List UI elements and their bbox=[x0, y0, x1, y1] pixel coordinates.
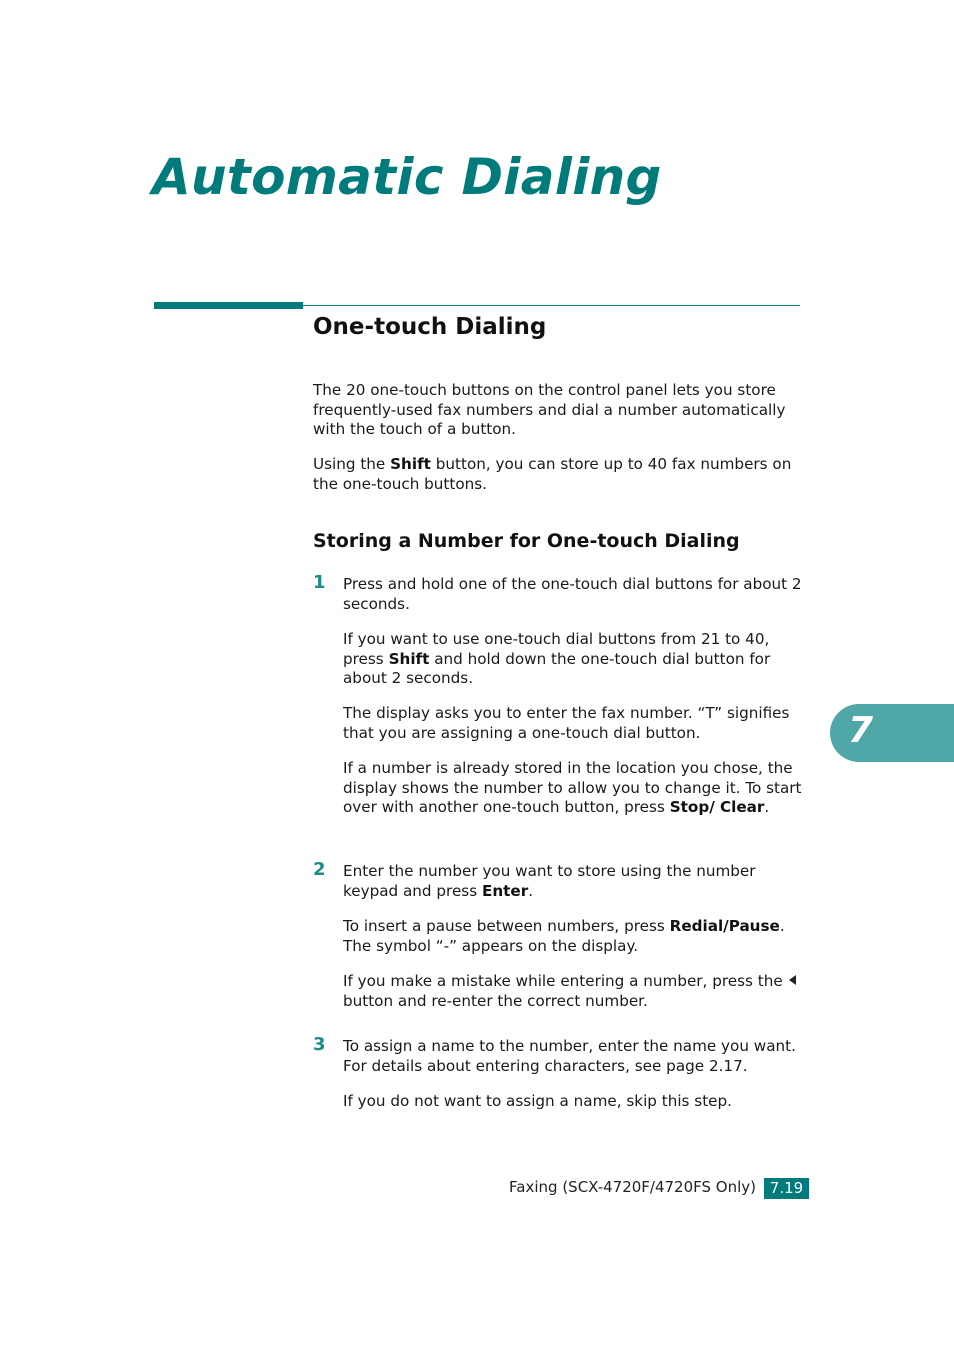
page-number: 7.19 bbox=[764, 1178, 809, 1199]
step-3-note-skip: If you do not want to assign a name, skip this step. bbox=[343, 1092, 732, 1110]
step-2-note-mistake: If you make a mistake while entering a number, press the button and re-enter the correct number. bbox=[343, 972, 805, 1011]
subheading: Storing a Number for One-touch Dialing bbox=[313, 530, 740, 552]
step-number-2: 2 bbox=[313, 859, 326, 880]
step-number-1: 1 bbox=[313, 572, 326, 593]
step-3-text: To assign a name to the number, enter the name you want. For details about entering characters, see page 2.17. bbox=[343, 1037, 796, 1075]
left-arrow-icon bbox=[789, 975, 796, 985]
step-1-note-shift: If you want to use one-touch dial buttons from 21 to 40, press Shift and hold down the one-touch dial button for about 2 seconds. bbox=[343, 630, 771, 687]
step-1-note-stored: If a number is already stored in the location you chose, the display shows the number to allow you to change it. To start over with another one-touch button, press Stop/ Clear. bbox=[343, 759, 802, 816]
intro-paragraph: The 20 one-touch buttons on the control panel lets you store frequently-used fax numbers and dial a number automatically with the touch of a button. bbox=[313, 381, 786, 438]
section-rule-thick bbox=[154, 302, 303, 309]
section-rule-thin bbox=[303, 305, 800, 306]
step-2-text: Enter the number you want to store using the number keypad and press Enter. bbox=[343, 862, 756, 900]
section-heading: One-touch Dialing bbox=[313, 314, 547, 340]
step-1-note-display: The display asks you to enter the fax number. “T” signifies that you are assigning a one-touch dial button. bbox=[343, 704, 790, 742]
shift-paragraph: Using the Shift button, you can store up to 40 fax numbers on the one-touch buttons. bbox=[313, 455, 792, 493]
step-2-note-pause: To insert a pause between numbers, press Redial/Pause. The symbol “-” appears on the display. bbox=[343, 917, 785, 955]
step-1-text: Press and hold one of the one-touch dial buttons for about 2 seconds. bbox=[343, 575, 802, 613]
footer-section-name: Faxing (SCX-4720F/4720FS Only) bbox=[509, 1178, 756, 1196]
chapter-title: Automatic Dialing bbox=[152, 148, 662, 206]
chapter-number: 7 bbox=[848, 710, 874, 751]
chapter-tab bbox=[830, 704, 954, 762]
step-number-3: 3 bbox=[313, 1034, 326, 1055]
